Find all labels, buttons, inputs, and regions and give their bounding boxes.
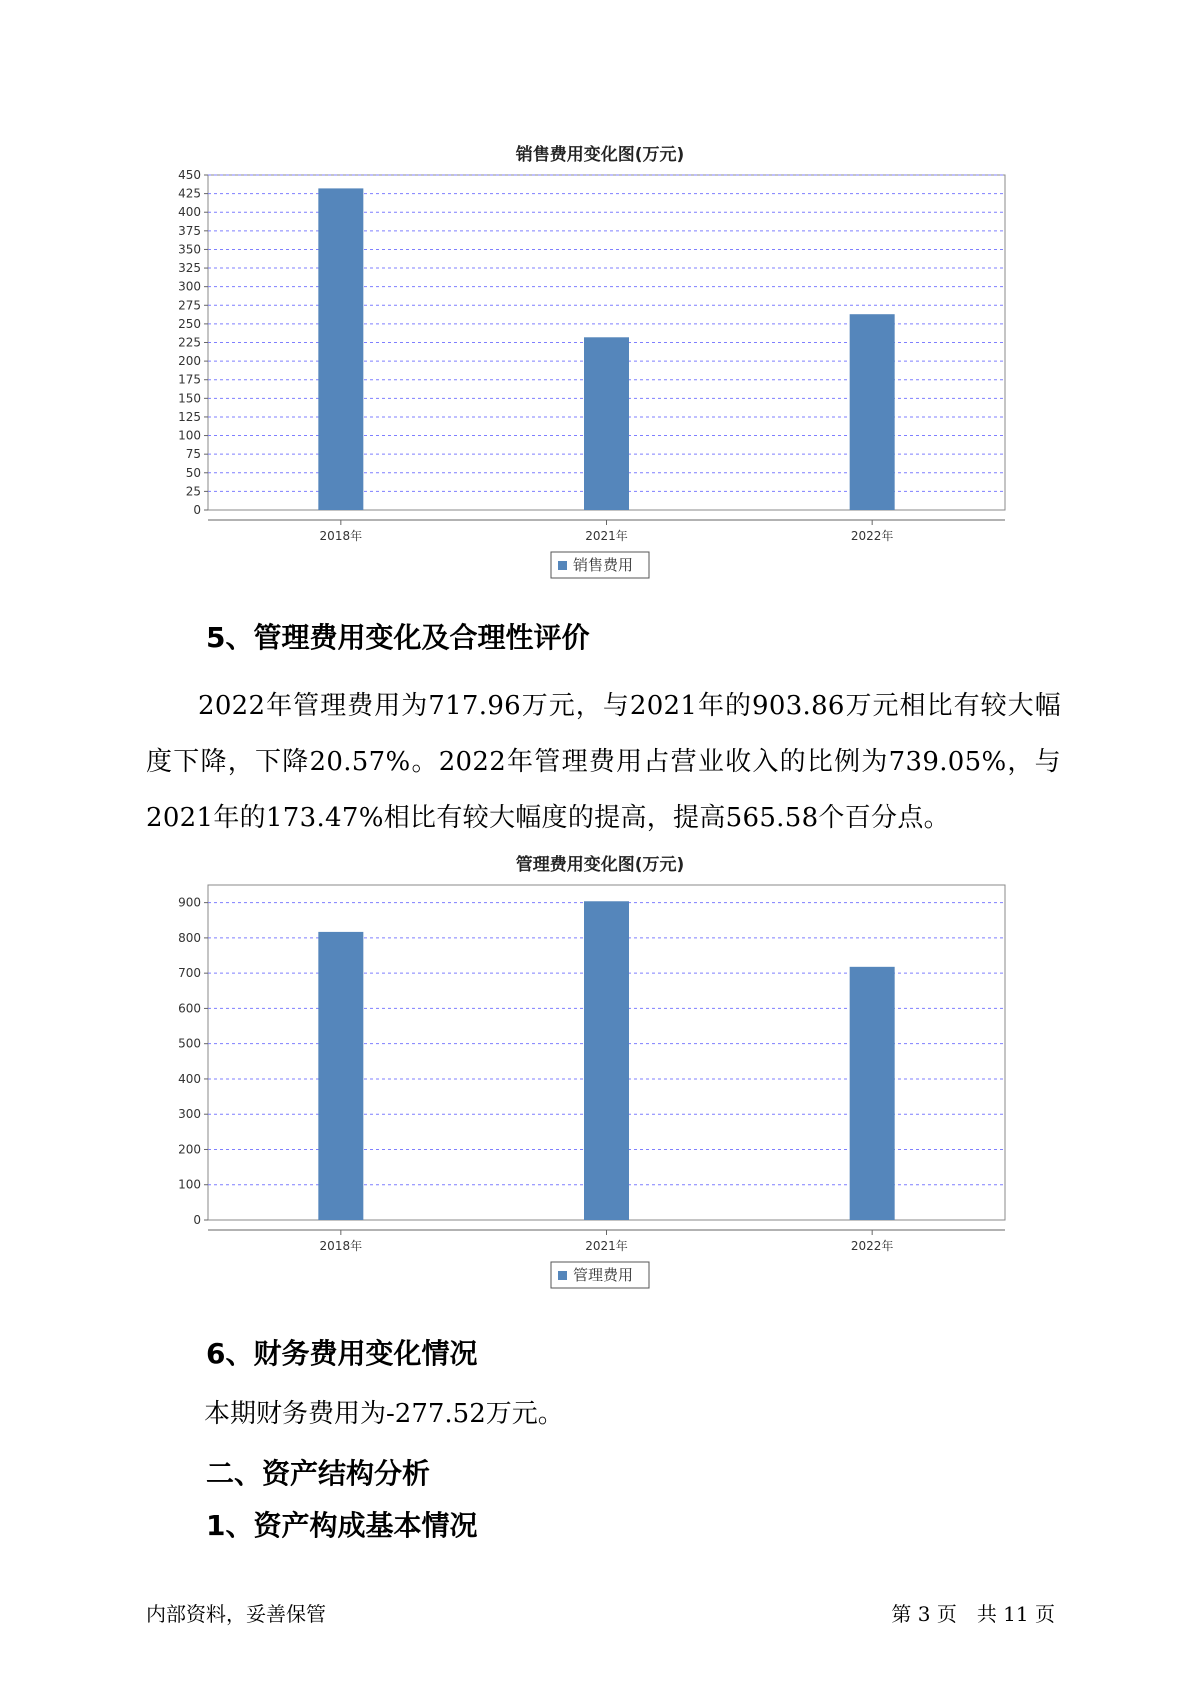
y-tick-label: 375: [178, 223, 201, 238]
legend-swatch: [558, 1271, 567, 1280]
y-tick-label: 325: [178, 261, 201, 276]
y-tick-label: 150: [178, 391, 201, 406]
section-6-paragraph: 本期财务费用为-277.52万元。: [204, 1399, 564, 1429]
y-tick-label: 350: [178, 242, 201, 257]
y-tick-label: 225: [178, 335, 201, 350]
section-5-heading: 5、管理费用变化及合理性评价: [206, 621, 590, 654]
y-tick-label: 275: [178, 298, 201, 313]
y-tick-label: 425: [178, 186, 201, 201]
bar: [850, 967, 895, 1220]
bar: [318, 188, 363, 510]
bar: [850, 314, 895, 510]
footer-note: 内部资料，妥善保管: [146, 1602, 326, 1626]
y-tick-label: 500: [178, 1036, 201, 1051]
x-tick-label: 2021年: [585, 1239, 628, 1253]
y-tick-label: 600: [178, 1001, 201, 1016]
y-tick-label: 900: [178, 895, 201, 910]
legend-label: 管理费用: [573, 1266, 634, 1284]
y-tick-label: 450: [178, 170, 201, 182]
x-tick-label: 2022年: [850, 529, 894, 543]
y-tick-label: 0: [193, 1213, 201, 1227]
chart-title: 销售费用变化图(万元): [515, 145, 685, 165]
y-tick-label: 0: [193, 503, 201, 517]
legend-label: 销售费用: [573, 556, 634, 574]
y-tick-label: 200: [178, 354, 201, 369]
x-tick-label: 2018年: [319, 1239, 363, 1253]
y-tick-label: 25: [185, 484, 201, 499]
y-tick-label: 250: [178, 316, 201, 331]
y-tick-label: 300: [178, 279, 201, 294]
chart-title: 管理费用变化图(万元): [515, 855, 685, 875]
y-tick-label: 400: [178, 1071, 201, 1086]
legend-swatch: [558, 561, 567, 570]
part-2-section-1-heading: 1、资产构成基本情况: [206, 1509, 478, 1542]
x-tick-label: 2018年: [319, 529, 363, 543]
part-2-heading: 二、资产结构分析: [206, 1457, 431, 1490]
admin-expense-chart-plot: [160, 880, 1040, 1330]
y-tick-label: 300: [178, 1107, 201, 1122]
section-6-heading: 6、财务费用变化情况: [206, 1337, 478, 1370]
y-tick-label: 175: [178, 372, 201, 387]
y-tick-label: 700: [178, 966, 201, 981]
y-tick-label: 100: [178, 1177, 201, 1192]
section-5-paragraph: 2022年管理费用为717.96万元，与2021年的903.86万元相比有较大幅度下降，下降20.57%。2022年管理费用占营业收入的比例为739.05%，与2021年的173.47%相比有较大幅度的提高，提高565.58个百分点。: [146, 691, 1061, 833]
y-tick-label: 50: [185, 465, 201, 480]
x-tick-label: 2021年: [585, 529, 628, 543]
page-number: 第 3 页 共 11 页: [891, 1602, 1055, 1626]
y-tick-label: 800: [178, 930, 201, 945]
y-tick-label: 100: [178, 428, 201, 443]
sales-expense-chart-plot: [160, 170, 1040, 620]
bar: [318, 932, 363, 1220]
bar: [584, 337, 629, 510]
y-tick-label: 125: [178, 409, 201, 424]
y-tick-label: 75: [185, 447, 201, 462]
bar: [584, 901, 629, 1220]
x-tick-label: 2022年: [850, 1239, 894, 1253]
y-tick-label: 400: [178, 205, 201, 220]
y-tick-label: 200: [178, 1142, 201, 1157]
